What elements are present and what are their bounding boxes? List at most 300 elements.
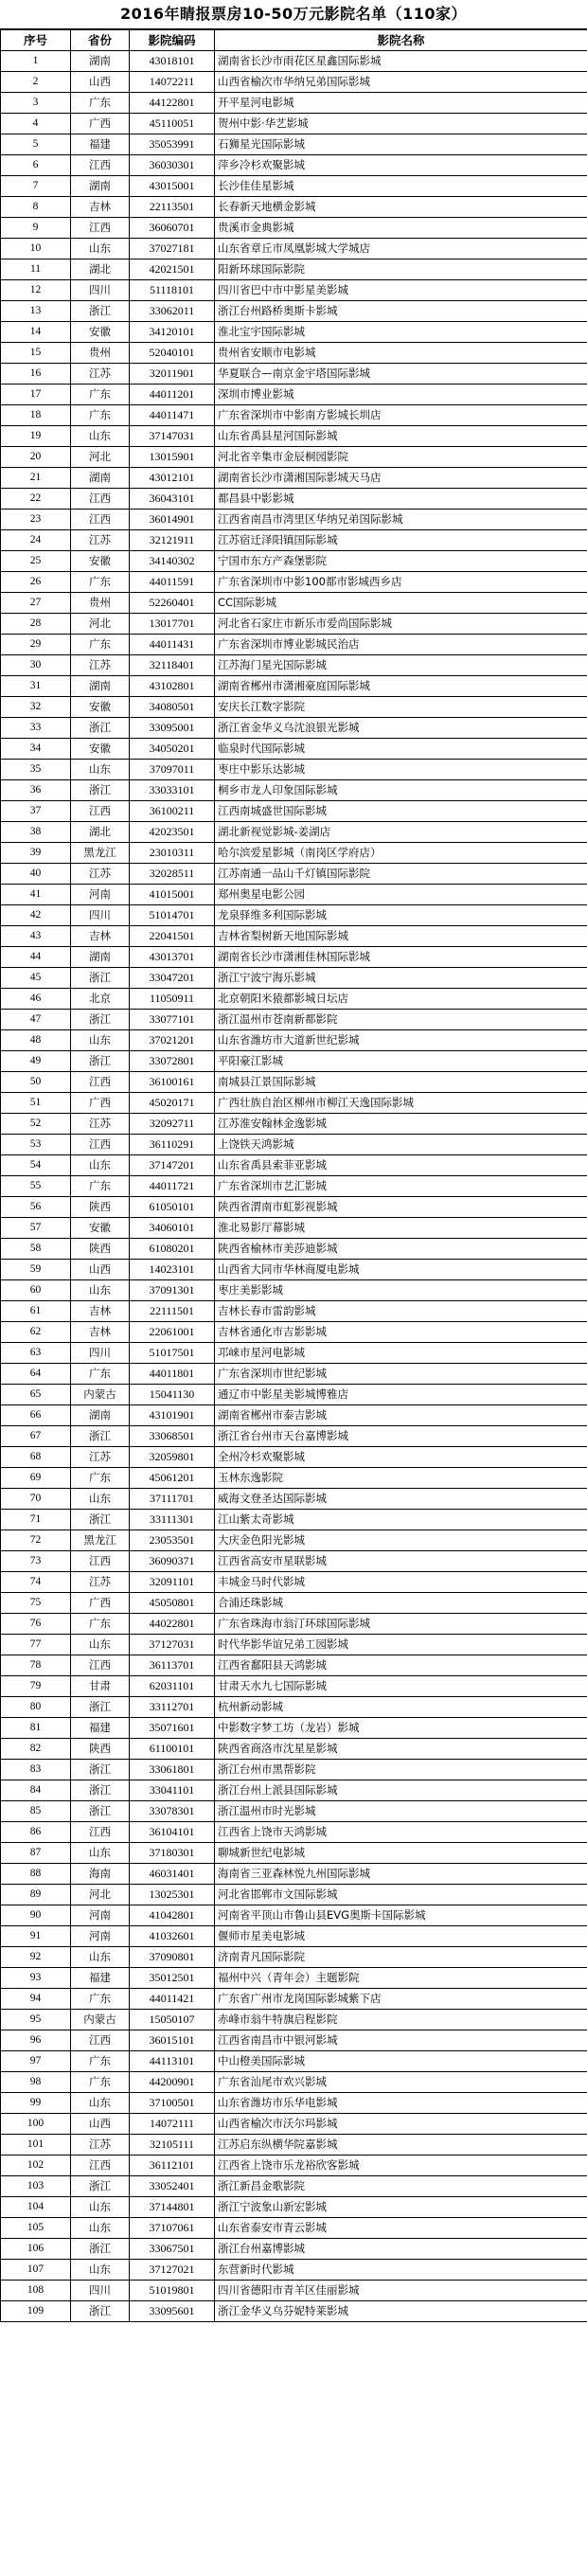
row-province: 山东 <box>71 760 130 780</box>
row-cinema-code: 32028511 <box>130 864 215 885</box>
row-number: 40 <box>1 864 71 885</box>
row-number: 58 <box>1 1239 71 1260</box>
row-number: 81 <box>1 1718 71 1739</box>
table-row <box>1 718 587 739</box>
row-cinema-name: 威海文登圣达国际影城 <box>215 1489 587 1510</box>
row-number: 46 <box>1 989 71 1010</box>
row-province: 广东 <box>71 1176 130 1197</box>
row-number: 43 <box>1 926 71 947</box>
row-cinema-name: 四川省德阳市青羊区佳丽影城 <box>215 2281 587 2301</box>
row-cinema-code: 37090801 <box>130 1947 215 1968</box>
row-cinema-code: 33111301 <box>130 1510 215 1530</box>
row-number: 51 <box>1 1093 71 1114</box>
row-cinema-code: 34060101 <box>130 1218 215 1239</box>
row-cinema-name: 深圳市博业影城 <box>215 385 587 405</box>
row-province: 广东 <box>71 2051 130 2072</box>
row-province: 湖南 <box>71 1405 130 1426</box>
row-cinema-code: 33052401 <box>130 2176 215 2197</box>
table-row <box>1 655 587 676</box>
table-row <box>1 1468 587 1489</box>
row-number: 47 <box>1 1010 71 1030</box>
table-row <box>1 2301 587 2322</box>
table-row <box>1 1780 587 1801</box>
row-province: 湖南 <box>71 51 130 72</box>
table-row <box>1 2156 587 2176</box>
table-row <box>1 343 587 364</box>
row-province: 山东 <box>71 2260 130 2281</box>
table-row <box>1 1218 587 1239</box>
row-cinema-code: 45110051 <box>130 114 215 134</box>
row-number: 97 <box>1 2051 71 2072</box>
table-body <box>1 51 587 2322</box>
row-province: 山东 <box>71 1947 130 1968</box>
row-number: 70 <box>1 1489 71 1510</box>
row-cinema-name: 甘肃天水九七国际影城 <box>215 1676 587 1697</box>
row-province: 江西 <box>71 218 130 239</box>
row-province: 江西 <box>71 489 130 510</box>
table-row <box>1 176 587 197</box>
row-cinema-code: 37180301 <box>130 1843 215 1864</box>
row-number: 76 <box>1 1614 71 1635</box>
table-row <box>1 843 587 864</box>
table-row <box>1 905 587 926</box>
row-number: 68 <box>1 1447 71 1468</box>
table-row <box>1 1343 587 1364</box>
row-province: 山东 <box>71 1155 130 1176</box>
table-row <box>1 780 587 801</box>
row-number: 42 <box>1 905 71 926</box>
table-row <box>1 926 587 947</box>
row-number: 83 <box>1 1760 71 1780</box>
row-province: 广东 <box>71 572 130 593</box>
table-row <box>1 2135 587 2156</box>
row-cinema-code: 33077101 <box>130 1010 215 1030</box>
row-number: 18 <box>1 405 71 426</box>
row-province: 湖南 <box>71 676 130 697</box>
header-province: 省份 <box>71 30 130 51</box>
row-province: 福建 <box>71 1968 130 1989</box>
row-cinema-name: 龙泉驿维多利国际影城 <box>215 905 587 926</box>
row-province: 广东 <box>71 405 130 426</box>
row-province: 四川 <box>71 280 130 301</box>
row-number: 91 <box>1 1926 71 1947</box>
table-header-row <box>1 30 587 51</box>
row-cinema-name: 江苏宿迁泽阳镇国际影城 <box>215 530 587 551</box>
row-cinema-code: 37091301 <box>130 1280 215 1301</box>
table-row <box>1 1447 587 1468</box>
row-province: 江西 <box>71 1551 130 1572</box>
table-row <box>1 2218 587 2239</box>
row-number: 5 <box>1 134 71 155</box>
row-cinema-name: 浙江温州市时光影城 <box>215 1801 587 1822</box>
row-cinema-code: 33072801 <box>130 1051 215 1072</box>
row-cinema-name: 中山橙美国际影城 <box>215 2051 587 2072</box>
table-row <box>1 635 587 655</box>
row-cinema-code: 23010311 <box>130 843 215 864</box>
row-cinema-name: 南城县江景国际影城 <box>215 1072 587 1093</box>
row-province: 贵州 <box>71 343 130 364</box>
header-number: 序号 <box>1 30 71 51</box>
row-cinema-name: 江山紫太奇影城 <box>215 1510 587 1530</box>
table-row <box>1 1301 587 1322</box>
row-cinema-code: 34080501 <box>130 697 215 718</box>
row-province: 安徽 <box>71 697 130 718</box>
row-cinema-code: 33112701 <box>130 1697 215 1718</box>
document-title: 2016年睛报票房10-50万元影院名单（110家） <box>0 0 587 29</box>
row-province: 山东 <box>71 1843 130 1864</box>
row-cinema-name: 吉林长春市雷韵影城 <box>215 1301 587 1322</box>
row-cinema-name: 山东省章丘市凤凰影城大学城店 <box>215 239 587 259</box>
table-row <box>1 426 587 447</box>
table-row <box>1 1968 587 1989</box>
row-number: 62 <box>1 1322 71 1343</box>
row-province: 江苏 <box>71 655 130 676</box>
row-province: 广东 <box>71 1989 130 2010</box>
row-number: 6 <box>1 155 71 176</box>
table-row <box>1 280 587 301</box>
table-row <box>1 530 587 551</box>
table-row <box>1 2010 587 2030</box>
row-cinema-name: 北京朝阳米猿都影城日坛店 <box>215 989 587 1010</box>
row-province: 河北 <box>71 447 130 468</box>
row-number: 22 <box>1 489 71 510</box>
row-cinema-name: 平阳豪江影城 <box>215 1051 587 1072</box>
row-province: 广东 <box>71 2072 130 2093</box>
table-row <box>1 301 587 322</box>
row-province: 安徽 <box>71 1218 130 1239</box>
row-cinema-code: 36100211 <box>130 801 215 822</box>
table-row <box>1 1947 587 1968</box>
row-cinema-name: 浙江台州市黑帮影院 <box>215 1760 587 1780</box>
row-cinema-name: 临泉时代国际影城 <box>215 739 587 760</box>
row-cinema-name: 江苏海门星光国际影城 <box>215 655 587 676</box>
row-province: 北京 <box>71 989 130 1010</box>
row-number: 33 <box>1 718 71 739</box>
row-province: 安徽 <box>71 322 130 343</box>
row-cinema-name: 广西壮族自治区柳州市柳江天逸国际影城 <box>215 1093 587 1114</box>
table-row <box>1 218 587 239</box>
row-province: 广东 <box>71 385 130 405</box>
row-cinema-name: 山东省泰安市青云影城 <box>215 2218 587 2239</box>
row-number: 50 <box>1 1072 71 1093</box>
row-cinema-code: 44122801 <box>130 93 215 114</box>
table-row <box>1 155 587 176</box>
row-number: 7 <box>1 176 71 197</box>
row-cinema-code: 44011801 <box>130 1364 215 1385</box>
row-cinema-code: 33067501 <box>130 2239 215 2260</box>
row-cinema-code: 11050911 <box>130 989 215 1010</box>
row-cinema-code: 36110291 <box>130 1135 215 1155</box>
row-cinema-code: 15041130 <box>130 1385 215 1405</box>
row-province: 吉林 <box>71 926 130 947</box>
row-cinema-code: 51017501 <box>130 1343 215 1364</box>
table-row <box>1 1843 587 1864</box>
header-cinema-name: 影院名称 <box>215 30 587 51</box>
row-cinema-code: 36113701 <box>130 1655 215 1676</box>
row-province: 河北 <box>71 1885 130 1905</box>
table-row <box>1 1822 587 1843</box>
row-cinema-name: 贺州中影·华艺影城 <box>215 114 587 134</box>
row-cinema-code: 35071601 <box>130 1718 215 1739</box>
row-cinema-code: 43018101 <box>130 51 215 72</box>
row-province: 湖南 <box>71 176 130 197</box>
row-province: 江西 <box>71 2030 130 2051</box>
table-row <box>1 72 587 93</box>
row-cinema-code: 45050801 <box>130 1593 215 1614</box>
header-cinema-code: 影院编码 <box>130 30 215 51</box>
table-row <box>1 1905 587 1926</box>
row-province: 江苏 <box>71 364 130 385</box>
row-cinema-name: 河北省辛集市金辰桐园影院 <box>215 447 587 468</box>
table-row <box>1 1885 587 1905</box>
row-cinema-code: 13015901 <box>130 447 215 468</box>
row-cinema-code: 37127031 <box>130 1635 215 1655</box>
row-cinema-code: 13025301 <box>130 1885 215 1905</box>
row-province: 甘肃 <box>71 1676 130 1697</box>
row-cinema-name: 上饶铁天鸿影城 <box>215 1135 587 1155</box>
table-row <box>1 551 587 572</box>
row-cinema-code: 44011431 <box>130 635 215 655</box>
row-cinema-name: 广东省广州市龙岗国际影城紫下店 <box>215 1989 587 2010</box>
row-cinema-name: 贵州省安顺市电影城 <box>215 343 587 364</box>
row-number: 80 <box>1 1697 71 1718</box>
row-cinema-code: 37147201 <box>130 1155 215 1176</box>
row-cinema-code: 37147031 <box>130 426 215 447</box>
row-cinema-name: 广东省深圳市中影南方影城长圳店 <box>215 405 587 426</box>
table-row <box>1 197 587 218</box>
row-province: 山东 <box>71 2093 130 2114</box>
row-province: 陕西 <box>71 1197 130 1218</box>
row-number: 94 <box>1 1989 71 2010</box>
row-cinema-name: 广东省珠海市翁汀环球国际影城 <box>215 1614 587 1635</box>
row-number: 41 <box>1 885 71 905</box>
row-province: 内蒙古 <box>71 2010 130 2030</box>
row-province: 江苏 <box>71 2135 130 2156</box>
table-row <box>1 1655 587 1676</box>
table-row <box>1 1280 587 1301</box>
row-province: 山西 <box>71 1260 130 1280</box>
row-cinema-code: 34120101 <box>130 322 215 343</box>
row-province: 河南 <box>71 1905 130 1926</box>
table-row <box>1 1135 587 1155</box>
row-cinema-name: 吉林省梨树新天地国际影城 <box>215 926 587 947</box>
table-row <box>1 1155 587 1176</box>
row-cinema-name: 海南省三亚森林悦九州国际影城 <box>215 1864 587 1885</box>
table-row <box>1 2176 587 2197</box>
row-cinema-code: 51019801 <box>130 2281 215 2301</box>
row-cinema-code: 37021201 <box>130 1030 215 1051</box>
row-province: 河南 <box>71 885 130 905</box>
row-number: 104 <box>1 2197 71 2218</box>
row-province: 江苏 <box>71 530 130 551</box>
row-province: 广东 <box>71 1364 130 1385</box>
row-number: 21 <box>1 468 71 489</box>
table-row <box>1 697 587 718</box>
table-row <box>1 1114 587 1135</box>
table-row <box>1 1697 587 1718</box>
row-number: 85 <box>1 1801 71 1822</box>
table-row <box>1 510 587 530</box>
table-row <box>1 2260 587 2281</box>
row-cinema-code: 43015001 <box>130 176 215 197</box>
row-province: 山东 <box>71 2197 130 2218</box>
row-number: 84 <box>1 1780 71 1801</box>
row-cinema-name: 浙江新昌金歌影院 <box>215 2176 587 2197</box>
row-province: 山东 <box>71 426 130 447</box>
row-cinema-code: 32011901 <box>130 364 215 385</box>
table-row <box>1 364 587 385</box>
row-cinema-name: 郑州奥星电影公园 <box>215 885 587 905</box>
table-row <box>1 1489 587 1510</box>
row-cinema-code: 33062011 <box>130 301 215 322</box>
row-number: 25 <box>1 551 71 572</box>
row-cinema-name: 淮北宝宇国际影城 <box>215 322 587 343</box>
row-number: 37 <box>1 801 71 822</box>
row-number: 44 <box>1 947 71 968</box>
row-cinema-code: 44011201 <box>130 385 215 405</box>
row-cinema-name: 江西省南昌市湾里区华纳兄弟国际影城 <box>215 510 587 530</box>
table-row <box>1 1926 587 1947</box>
row-province: 浙江 <box>71 2239 130 2260</box>
table-row <box>1 1176 587 1197</box>
row-province: 广东 <box>71 93 130 114</box>
table-row <box>1 1093 587 1114</box>
row-cinema-code: 52260401 <box>130 593 215 614</box>
row-cinema-name: 济南青凡国际影院 <box>215 1947 587 1968</box>
row-cinema-code: 44200901 <box>130 2072 215 2093</box>
row-cinema-name: 四川省巴中市中影星美影城 <box>215 280 587 301</box>
row-province: 山东 <box>71 1489 130 1510</box>
table-row <box>1 1364 587 1385</box>
row-number: 89 <box>1 1885 71 1905</box>
row-cinema-code: 13017701 <box>130 614 215 635</box>
table-row <box>1 1322 587 1343</box>
row-number: 77 <box>1 1635 71 1655</box>
row-province: 广西 <box>71 1593 130 1614</box>
row-number: 71 <box>1 1510 71 1530</box>
row-province: 江苏 <box>71 1114 130 1135</box>
table-row <box>1 2114 587 2135</box>
table-row <box>1 1405 587 1426</box>
table-row <box>1 1635 587 1655</box>
row-number: 31 <box>1 676 71 697</box>
row-province: 浙江 <box>71 1697 130 1718</box>
row-cinema-code: 45061201 <box>130 1468 215 1489</box>
row-province: 山西 <box>71 2114 130 2135</box>
table-row <box>1 134 587 155</box>
row-cinema-code: 43012101 <box>130 468 215 489</box>
row-cinema-code: 22041501 <box>130 926 215 947</box>
row-province: 黑龙江 <box>71 843 130 864</box>
table-row <box>1 385 587 405</box>
row-cinema-code: 36104101 <box>130 1822 215 1843</box>
row-cinema-name: 聊城新世纪电影城 <box>215 1843 587 1864</box>
row-cinema-code: 41032601 <box>130 1926 215 1947</box>
row-cinema-code: 32121911 <box>130 530 215 551</box>
row-number: 15 <box>1 343 71 364</box>
table-row <box>1 2030 587 2051</box>
row-number: 75 <box>1 1593 71 1614</box>
table-row <box>1 1989 587 2010</box>
row-province: 浙江 <box>71 1426 130 1447</box>
row-cinema-code: 37107061 <box>130 2218 215 2239</box>
row-cinema-name: 江西省高安市星联影城 <box>215 1551 587 1572</box>
row-cinema-code: 37144801 <box>130 2197 215 2218</box>
table-row <box>1 1614 587 1635</box>
table-row <box>1 864 587 885</box>
table-row <box>1 2093 587 2114</box>
row-cinema-name: CC国际影城 <box>215 593 587 614</box>
row-province: 山东 <box>71 2218 130 2239</box>
cinema-table <box>0 29 587 2322</box>
row-number: 74 <box>1 1572 71 1593</box>
row-cinema-name: 广东省深圳市世纪影城 <box>215 1364 587 1385</box>
row-cinema-code: 36015101 <box>130 2030 215 2051</box>
row-cinema-name: 华夏联合—南京金宇塔国际影城 <box>215 364 587 385</box>
row-cinema-name: 枣庄中影乐达影城 <box>215 760 587 780</box>
row-cinema-name: 中影数字梦工坊（龙岩）影城 <box>215 1718 587 1739</box>
row-cinema-code: 37027181 <box>130 239 215 259</box>
row-cinema-code: 36060701 <box>130 218 215 239</box>
row-cinema-code: 22113501 <box>130 197 215 218</box>
row-province: 浙江 <box>71 780 130 801</box>
row-province: 浙江 <box>71 1780 130 1801</box>
row-cinema-code: 36014901 <box>130 510 215 530</box>
row-cinema-code: 35012501 <box>130 1968 215 1989</box>
row-number: 60 <box>1 1280 71 1301</box>
row-cinema-name: 广东省深圳市艺汇影城 <box>215 1176 587 1197</box>
row-cinema-name: 哈尔滨爱星影城（南岗区学府店） <box>215 843 587 864</box>
row-cinema-code: 33047201 <box>130 968 215 989</box>
row-number: 16 <box>1 364 71 385</box>
row-cinema-code: 51118101 <box>130 280 215 301</box>
row-number: 34 <box>1 739 71 760</box>
row-province: 江西 <box>71 1655 130 1676</box>
row-province: 山东 <box>71 1635 130 1655</box>
row-number: 88 <box>1 1864 71 1885</box>
row-cinema-code: 14023101 <box>130 1260 215 1280</box>
row-cinema-name: 山东省潍坊市乐华电影城 <box>215 2093 587 2114</box>
row-number: 10 <box>1 239 71 259</box>
table-row <box>1 2197 587 2218</box>
row-cinema-code: 15050107 <box>130 2010 215 2030</box>
row-cinema-code: 41042801 <box>130 1905 215 1926</box>
row-cinema-code: 44011421 <box>130 1989 215 2010</box>
row-number: 14 <box>1 322 71 343</box>
row-province: 浙江 <box>71 968 130 989</box>
table-row <box>1 2072 587 2093</box>
table-row <box>1 1051 587 1072</box>
row-cinema-name: 山西省榆次市华纳兄弟国际影城 <box>215 72 587 93</box>
row-province: 广东 <box>71 635 130 655</box>
table-row <box>1 593 587 614</box>
row-province: 广东 <box>71 1468 130 1489</box>
row-cinema-name: 浙江宁波宁海乐影城 <box>215 968 587 989</box>
row-cinema-name: 阳新环球国际影院 <box>215 259 587 280</box>
row-number: 95 <box>1 2010 71 2030</box>
row-cinema-name: 宁国市东方产森堡影院 <box>215 551 587 572</box>
row-cinema-code: 43102801 <box>130 676 215 697</box>
table-row <box>1 1801 587 1822</box>
table-row <box>1 760 587 780</box>
row-cinema-name: 浙江省金华义乌沈浪银光影城 <box>215 718 587 739</box>
row-number: 20 <box>1 447 71 468</box>
row-cinema-name: 广东省深圳市中影100都市影城西乡店 <box>215 572 587 593</box>
row-cinema-name: 江西省上饶市乐龙裕欣客影城 <box>215 2156 587 2176</box>
table-row <box>1 93 587 114</box>
row-cinema-name: 江苏南通一品山千灯镇国际影院 <box>215 864 587 885</box>
row-cinema-name: 山西省榆次市沃尔玛影城 <box>215 2114 587 2135</box>
